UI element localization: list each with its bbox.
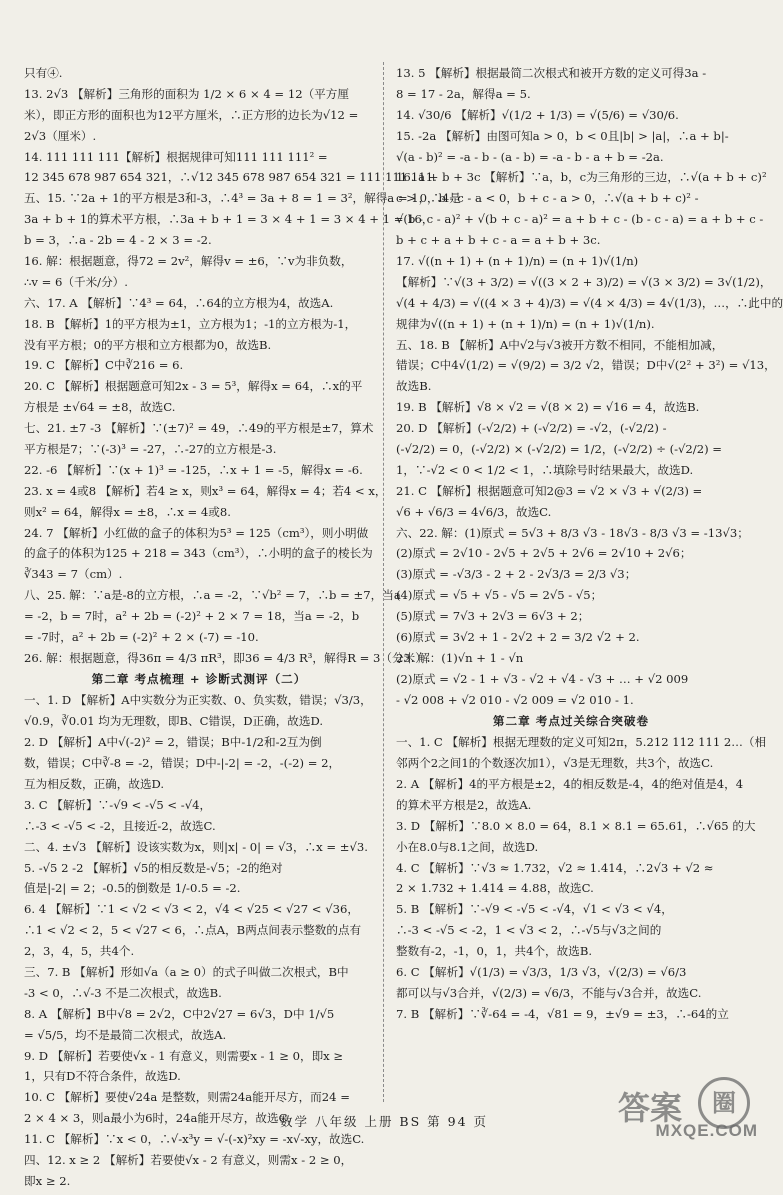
section-heading: 第二章 考点梳理 + 诊断式测评（二） [91,671,307,686]
answer-line: 五、15. ∵2a + 1的平方根是3和-3，∴4³ = 3a + 8 = 1 = 3²，解得a = 1，∴4是 [24,191,461,206]
answer-line: 六、22. 解：(1)原式 = 5√3 + 8/3 √3 - 18√3 - 8/3 √3 = -13√3； [396,525,749,540]
answer-line: 都可以与√3合并，√(2/3) = √6/3，不能与√3合并，故选C. [396,985,702,1000]
answer-line: - √2 008 + √2 010 - √2 009 = √2 010 - 1. [396,692,634,707]
answer-line: 2√3（厘米）. [24,128,97,143]
answer-line: b = 3，∴a - 2b = 4 - 2 × 3 = -2. [24,233,212,248]
answer-line: ∴-3 < -√5 < -2，且接近-2，故选C. [24,818,216,833]
answer-line: 12 345 678 987 654 321，∴√12 345 678 987 654 321 = 111 111 111. [24,170,437,185]
page-footer: 数学 八年级 上册 BS 第 94 页 [280,1114,488,1129]
answer-line: 2. D 【解析】A中√(-2)² = 2，错误；B中-1/2和-2互为倒 [24,735,322,750]
answer-line: 22. -6 【解析】∵(x + 1)³ = -125，∴x + 1 = -5，解得x = -6. [24,462,363,477]
watermark [618,1077,758,1141]
answer-line: 小在8.0与8.1之间，故选D. [396,839,539,854]
answer-line: 只有④. [24,66,63,80]
answer-line: 3. D 【解析】∵8.0 × 8.0 = 64，8.1 × 8.1 = 65.61，∴√65 的大 [396,818,756,833]
answer-line: c > 0，b - c - a < 0，b + c - a > 0，∴√(a + b + c)² - [396,191,699,206]
watermark-url: MXQE.COM [655,1121,758,1140]
answer-line: 整数有-2，-1，0，1，共4个，故选B. [396,944,593,959]
answer-line: 2 × 4 × 3，则a最小为6时，24a能开尽方，故选C. [24,1111,291,1126]
answer-line: ∛343 = 7（cm）. [24,567,123,582]
answer-line: 三、7. B 【解析】形如√a（a ≥ 0）的式子叫做二次根式，B中 [24,965,349,979]
answer-line: √(b - c - a)² + √(b + c - a)² = a + b + c - (b - c - a) = a + b + c - [396,212,764,227]
answer-line: 邻两个2之间1的个数逐次加1），√3是无理数，共3个，故选C. [396,756,714,771]
answer-line: 8. A 【解析】B中√8 = 2√2，C中2√27 = 6√3，D中 1/√5 [24,1006,335,1021]
answer-line: 5. B 【解析】∵-√9 < -√5 < -√4，√1 < √3 < √4， [396,902,673,917]
answer-line: 值是|-2| = 2；-0.5的倒数是 1/-0.5 = -2. [24,881,241,896]
answer-line: 26. 解：根据题意，得36π = 4/3 πR³，即36 = 4/3 R³，解得R = 3（分米）. [24,650,431,665]
answer-line: 13. 2√3 【解析】三角形的面积为 1/2 × 6 × 4 = 12（平方厘 [24,86,349,101]
answer-line: 3. C 【解析】∵-√9 < -√5 < -√4， [24,797,212,812]
answer-line: 一、1. D 【解析】A中实数分为正实数、0、负实数，错误；√3/3， [24,693,372,708]
answer-line: 数，错误；C中∛-8 = -2，错误；D中-|-2| = -2，-(-2) = 2， [24,756,341,771]
answer-line: = -2，b = 7时，a² + 2b = (-2)² + 2 × 7 = 18，当a = -2，b [24,609,360,624]
answer-line: b + c + a + b + c - a = a + b + 3c. [396,233,601,248]
answer-line: 19. C 【解析】C中∛216 = 6. [24,358,184,373]
answer-line: 18. B 【解析】1的平方根为±1，立方根为1；-1的立方根为-1， [24,316,357,331]
answer-line: 23. 解：(1)√n + 1 - √n [396,650,524,665]
answer-line: 6. 4 【解析】∵1 < √2 < √3 < 2，√4 < √25 < √27 < √36， [24,902,359,917]
answer-line: 24. 7 【解析】小红做的盒子的体积为5³ = 125（cm³），则小明做 [24,525,369,540]
answer-line: 16. 解：根据题意，得72 = 2v²，解得v = ±6，∵v为非负数， [24,254,353,269]
answer-line: 平方根是7；∵(-3)³ = -27，∴-27的立方根是-3. [24,442,277,457]
answer-line: -3 < 0，∴√-3 不是二次根式，故选B. [24,985,222,1000]
answer-line: 一、1. C 【解析】根据无理数的定义可知2π，5.212 112 111 2…（相 [396,735,767,750]
answer-line: 20. D 【解析】(-√2/2) + (-√2/2) = -√2，(-√2/2) - [396,421,667,436]
answer-line: 20. C 【解析】根据题意可知2x - 3 = 5³，解得x = 64，∴x的平 [24,379,363,394]
answer-line: 五、18. B 【解析】A中√2与√3被开方数不相同，不能相加减， [396,337,724,352]
answer-line: 八、25. 解：∵a是-8的立方根，∴a = -2，∵√b² = 7，∴b = ±7，当a [24,588,401,603]
answer-line: = √5/5，均不是最简二次根式，故选A. [24,1027,227,1042]
answer-line: 15. -2a 【解析】由图可知a > 0，b < 0且|b| > |a|，∴a + b|- [396,128,729,143]
watermark-logo: 答案 [618,1089,683,1127]
answer-line: (5)原式 = 7√3 + 2√3 = 6√3 + 2； [396,609,590,624]
answer-line: 10. C 【解析】要使√24a 是整数，则需24a能开尽方，而24 = [24,1090,350,1105]
answer-line: 14. 111 111 111【解析】根据规律可知111 111 111² = [24,149,328,164]
answer-line: ∴1 < √2 < 2，5 < √27 < 6，∴点A，B两点间表示整数的点有 [24,923,362,938]
answer-line: (4)原式 = √5 + √5 - √5 = 2√5 - √5； [396,588,603,603]
answer-line: (2)原式 = 2√10 - 2√5 + 2√5 + 2√6 = 2√10 + 2√6； [396,546,692,561]
answer-line: (3)原式 = -√3/3 - 2 + 2 - 2√3/3 = 2/3 √3； [396,567,637,582]
watermark-circle-icon: 圈 [698,1077,750,1129]
answer-line: 【解析】∵√(3 + 3/2) = √((3 × 2 + 3)/2) = √(3 × 3/2) = 3√(1/2)， [396,274,772,289]
answer-line: 故选B. [396,379,432,394]
answer-line: 4. C 【解析】∵√3 ≈ 1.732，√2 ≈ 1.414，∴2√3 + √2 ≈ [396,860,714,875]
answer-line: (2)原式 = √2 - 1 + √3 - √2 + √4 - √3 + … + √2 009 [396,671,689,686]
answer-line: 四、12. x ≥ 2 【解析】若要使√x - 2 有意义，则需x - 2 ≥ 0， [24,1153,353,1168]
answer-line: 错误；C中4√(1/2) = √(9/2) = 3/2 √2，错误；D中√(2² + 3²) = √13， [396,358,776,373]
answer-line: 2，3，4，5，共4个. [24,944,135,959]
answer-line: 互为相反数，正确，故选D. [24,776,165,791]
answer-line: √0.9，∛0.01 均为无理数，即B、C错误，D正确，故选D. [24,714,324,729]
answer-line: √6 + √6/3 = 4√6/3，故选C. [396,504,552,519]
answer-line: 2. A 【解析】4的平方根是±2，4的相反数是-4，4的绝对值是4，4 [396,776,744,791]
answer-line: 六、17. A 【解析】∵4³ = 64，∴64的立方根为4，故选A. [24,295,334,310]
answer-line: 米），即正方形的面积也为12平方厘米，∴正方形的边长为√12 = [24,107,359,122]
answer-line: 7. B 【解析】∵∛-64 = -4，√81 = 9，±√9 = ±3，∴-64的立 [396,1006,729,1021]
answer-line: 规律为√((n + 1) + (n + 1)/n) = (n + 1)√(1/n). [396,316,655,331]
answer-line: 1，∵-√2 < 0 < 1/2 < 1，∴填除号时结果最大，故选D. [396,462,694,477]
answer-line: 17. √((n + 1) + (n + 1)/n) = (n + 1)√(1/n) [396,254,639,269]
answer-line: 方根是 ±√64 = ±8，故选C. [24,400,176,415]
answer-line: 七、21. ±7 -3 【解析】∵(±7)² = 49，∴49的平方根是±7，算术 [24,421,374,436]
answer-line: 没有平方根；0的平方根和立方根都为0，故选B. [24,337,272,352]
answer-line: 23. x = 4或8 【解析】若4 ≥ x，则x³ = 64，解得x = 4；若4 < x， [24,483,387,498]
answer-line: (6)原式 = 3√2 + 1 - 2√2 + 2 = 3/2 √2 + 2. [396,630,640,645]
section-heading: 第二章 考点过关综合突破卷 [492,713,650,728]
answer-line: ∴v = 6（千米/分）. [24,274,128,289]
answer-line: 即x ≥ 2. [24,1173,71,1188]
answer-line: 的算术平方根是2，故选A. [396,797,532,812]
answer-line: √(4 + 4/3) = √((4 × 3 + 4)/3) = √(4 × 4/3) = 4√(1/3)，…，∴此中的 [396,295,783,310]
answer-line: 6. C 【解析】√(1/3) = √3/3，1/3 √3，√(2/3) = √6/3 [396,965,687,979]
column-divider [383,62,384,1102]
answer-line: 14. √30/6 【解析】√(1/2 + 1/3) = √(5/6) = √30/6. [396,107,679,122]
answer-line: 则x² = 64，解得x = ±8，∴x = 4或8. [24,504,231,519]
answer-line: 13. 5 【解析】根据最简二次根式和被开方数的定义可得3a - [396,66,707,80]
answer-line: √(a - b)² = -a - b - (a - b) = -a - b - a + b = -2a. [396,149,664,164]
answer-line: ∴-3 < -√5 < -2，1 < √3 < 2，∴-√5与√3之间的 [396,923,662,938]
answer-line: = -7时，a² + 2b = (-2)² + 2 × (-7) = -10. [24,630,259,645]
answer-line: 2 × 1.732 + 1.414 = 4.88，故选C. [396,881,594,896]
answer-line: 5. -√5 2 -2 【解析】√5的相反数是-√5；-2的绝对 [24,860,283,875]
answer-line: 3a + b + 1的算术平方根，∴3a + b + 1 = 3 × 4 + 1 = 3 × 4 + 1 = 16， [24,212,434,227]
right-column [396,66,783,1028]
answer-line: 1，只有D不符合条件，故选D. [24,1069,181,1084]
answer-line: (-√2/2) = 0，(-√2/2) × (-√2/2) = 1/2，(-√2/2) ÷ (-√2/2) = [396,442,723,457]
answer-line: 11. C 【解析】∵x < 0，∴√-x³y = √-(-x)²xy = -x√-xy，故选C. [24,1132,365,1147]
answer-line: 的盒子的体积为125 + 218 = 343（cm³），∴小明的盒子的棱长为 [24,546,373,561]
answer-line: 二、4. ±√3 【解析】设该实数为x，则|x| - 0| = √3，∴x = ±√3. [24,839,368,854]
answer-line: 19. B 【解析】√8 × √2 = √(8 × 2) = √16 = 4，故选B. [396,400,700,415]
answer-line: 21. C 【解析】根据题意可知2@3 = √2 × √3 + √(2/3) = [396,483,703,498]
answer-line: 16. a + b + 3c 【解析】∵a，b，c为三角形的三边，∴√(a + b + c)² [396,170,767,185]
answer-line: 9. D 【解析】若要使√x - 1 有意义，则需要x - 1 ≥ 0，即x ≥ [24,1048,344,1063]
answer-line: 8 = 17 - 2a，解得a = 5. [396,86,531,101]
